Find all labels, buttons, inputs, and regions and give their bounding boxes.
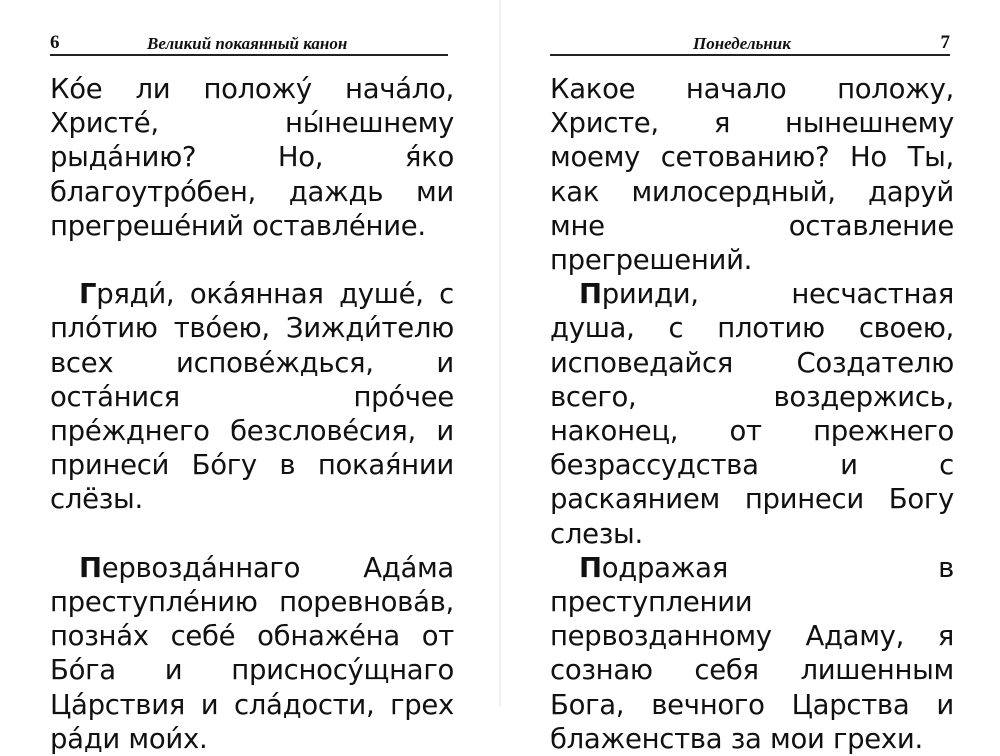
paragraph-text: Ко́е ли положу́ нача́ло, Христе́, ны́нешнему рыда́нию? Но, я́ко благоутро́бен, даждь ми прегреше́ний оставле́ние. [50,73,454,242]
page-number: 7 [940,32,950,53]
troparion-paragraph [50,277,454,516]
paragraph-text: рииди, несчастная душа, с плотию своею, исповедайся Создателю всего, воздержись, наконец, от прежнего безрассудства и с раскаянием принеси Богу слезы. [550,278,954,550]
running-title: Великий покаянный канон [147,34,348,53]
left-running-head [50,28,448,54]
right-running-head [550,28,950,54]
russian-translation-text [550,72,954,756]
translation-paragraph [550,551,954,756]
right-page [500,0,1000,755]
troparion-paragraph [50,551,454,756]
troparion-paragraph [50,72,454,243]
left-page [0,0,500,755]
church-slavonic-text [50,72,454,756]
paragraph-initial: П [579,278,602,311]
paragraph-initial: П [79,551,102,584]
paragraph-text: ряди́, ока́янная душе́, с пло́тию тво́ею, Зижди́телю всех испове́ждься, и оста́нися про́чее пре́жднего безслове́сия, и принеси́ Бо́гу в покая́нии слёзы. [50,278,454,516]
paragraph-initial: П [579,551,602,584]
paragraph-text: одражая в преступлении первозданному Адаму, я сознаю себя лишенным Бога, вечного Царства и блаженства за мои грехи. [550,551,954,755]
header-rule [550,54,950,56]
paragraph-text: Какое начало положу, Христе, я нынешнему моему сетованию? Но Ты, как милосердный, даруй мне оставление прегрешений. [550,73,954,277]
translation-paragraph [550,277,954,551]
paragraph-initial: Г [79,278,97,311]
page-number: 6 [50,32,60,53]
header-rule [50,54,448,56]
paragraph-text: ервозда́ннаго Ада́ма преступле́нию поревнова́в, позна́х себе́ обнаже́на от Бо́га и присносу́щнаго Ца́рствия и сла́дости, грех ра́ди мои́х. [50,551,454,755]
running-title: Понедельник [693,34,791,53]
translation-paragraph [550,72,954,277]
